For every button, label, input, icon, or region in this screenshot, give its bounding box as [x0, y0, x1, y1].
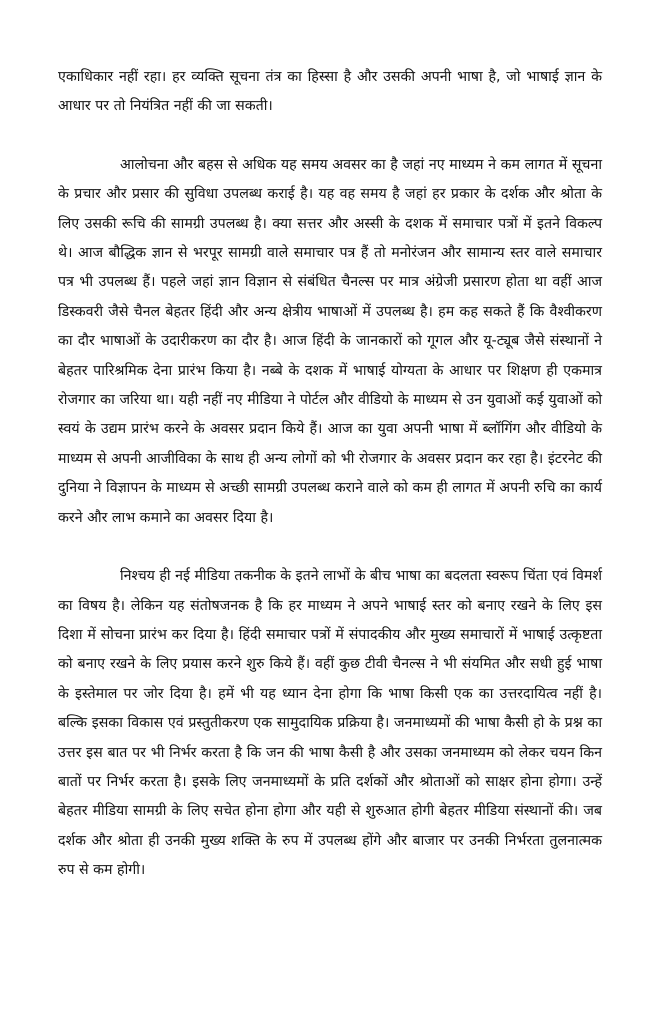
paragraph-continuation: एकाधिकार नहीं रहा। हर व्यक्ति सूचना तंत्र का हिस्सा है और उसकी अपनी भाषा है, जो भाषाई ज्ञान के आधार पर तो नियंत्रित नहीं की जा सकती। — [58, 69, 602, 115]
paragraph-gap — [58, 122, 602, 151]
document-page — [58, 63, 602, 886]
paragraph-conclusion: निश्चय ही नई मीडिया तकनीक के इतने लाभों के बीच भाषा का बदलता स्वरूप चिंता एवं विमर्श का विषय है। लेकिन यह संतोषजनक है कि हर माध्यम ने अपने भाषाई स्तर को बनाए रखने के लिए इस दिशा में सोचना प्रारंभ कर दिया है। हिंदी समाचार पत्रों में संपादकीय और मुख्य समाचारों में भाषाई उत्कृष्टता को बनाए रखने के लिए प्रयास करने शुरु किये हैं। वहीं कुछ टीवी चैनल्स ने भी संयमित और सधी हुई भाषा के इस्तेमाल पर जोर दिया है। हमें भी यह ध्यान देना होगा कि भाषा किसी एक का उत्तरदायित्व नहीं है। बल्कि इसका विकास एवं प्रस्तुतीकरण एक सामुदायिक प्रक्रिया है। जनमाध्यमों की भाषा कैसी हो के प्रश्न का उत्तर इस बात पर भी निर्भर करता है कि जन की भाषा कैसी है और उसका जनमाध्यम को लेकर चयन किन बातों पर निर्भर करता है। इसके लिए जनमाध्यमों के प्रति दर्शकों और श्रोताओं को साक्षर होना होगा। उन्हें बेहतर मीडिया सामग्री के लिए सचेत होना होगा और यही से शुरुआत होगी बेहतर मीडिया संस्थानों की। जब दर्शक और श्रोता ही उनकी मुख्य शक्ति के रुप में उपलब्ध होंगे और बाजार पर उनकी निर्भरता तुलनात्मक रुप से कम होगी। — [58, 568, 602, 879]
paragraph-gap — [58, 533, 602, 562]
paragraph-opportunity: आलोचना और बहस से अधिक यह समय अवसर का है जहां नए माध्यम ने कम लागत में सूचना के प्रचार और प्रसार की सुविधा उपलब्ध कराई है। यह वह समय है जहां हर प्रकार के दर्शक और श्रोता के लिए उसकी रूचि की सामग्री उपलब्ध है। क्या सत्तर और अस्सी के दशक में समाचार पत्रों में इतने विकल्प थे। आज बौद्धिक ज्ञान से भरपूर सामग्री वाले समाचार पत्र हैं तो मनोरंजन और सामान्य स्तर वाले समाचार पत्र भी उपलब्ध हैं। पहले जहां ज्ञान विज्ञान से संबंधित चैनल्स पर मात्र अंग्रेजी प्रसारण होता था वहीं आज डिस्कवरी जैसे चैनल बेहतर हिंदी और अन्य क्षेत्रीय भाषाओं में उपलब्ध है। हम कह सकते हैं कि वैश्वीकरण का दौर भाषाओं के उदारीकरण का दौर है। आज हिंदी के जानकारों को गूगल और यू-ट्यूब जैसे संस्थानों ने बेहतर पारिश्रमिक देना प्रारंभ किया है। नब्बे के दशक में भाषाई योग्यता के आधार पर शिक्षण ही एकमात्र रोजगार का जरिया था। यही नहीं नए मीडिया ने पोर्टल और वीडियो के माध्यम से उन युवाओं कई युवाओं को स्वयं के उद्यम प्रारंभ करने के अवसर प्रदान किये हैं। आज का युवा अपनी भाषा में ब्लॉगिंग और वीडियो के माध्यम से अपनी आजीविका के साथ ही अन्य लोगों को भी रोजगार के अवसर प्रदान कर रहा है। इंटरनेट की दुनिया ने विज्ञापन के माध्यम से अच्छी सामग्री उपलब्ध कराने वाले को कम ही लागत में अपनी रुचि का कार्य करने और लाभ कमाने का अवसर दिया है। — [58, 156, 602, 526]
